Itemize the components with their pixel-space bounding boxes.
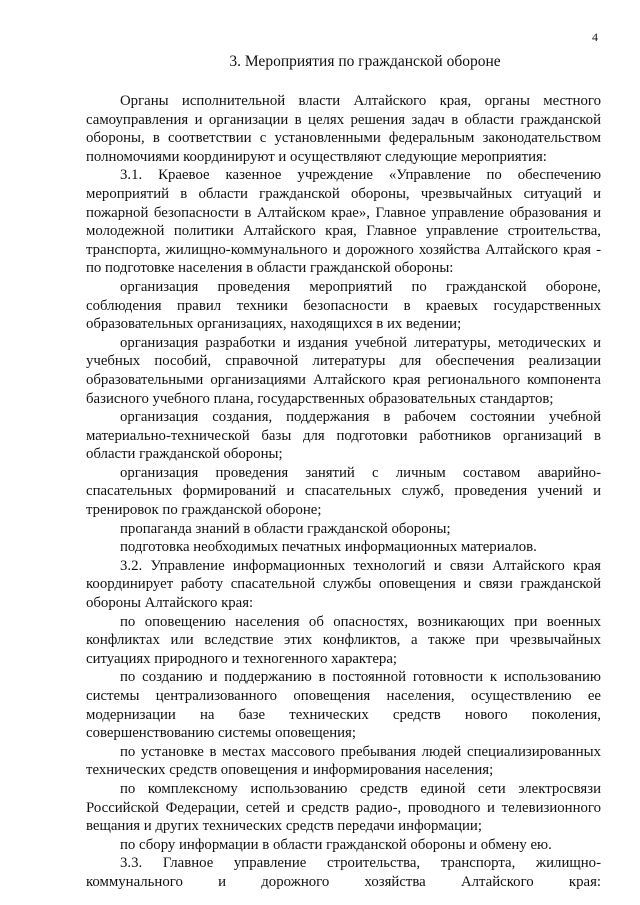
page-number: 4: [592, 30, 598, 44]
paragraph: организация проведения мероприятий по гражданской обороне, соблюдения правил техники безопасности в краевых государственных образовательных организациях, находящихся в их ведении;: [86, 278, 601, 333]
section-heading: 3. Мероприятия по гражданской обороне: [229, 53, 501, 70]
paragraph: по комплексному использованию средств единой сети электросвязи Российской Федерации, сетей и средств радио-, проводного и телевизионного вещания и других технических средств передачи информации;: [86, 780, 601, 835]
paragraph: 3.3. Главное управление строительства, транспорта, жилищно-коммунального и дорожного хозяйства Алтайского края:: [86, 855, 601, 890]
paragraph: организация разработки и издания учебной литературы, методических и учебных пособий, справочной литературы для обеспечения реализации образовательными организациями Алтайского края регионального компонента базисного учебного плана, государственных образовательных стандартов;: [86, 334, 601, 407]
paragraph: 3.2. Управление информационных технологий и связи Алтайского края координирует работу спасательной службы оповещения и связи гражданской обороны Алтайского края:: [86, 557, 601, 612]
paragraph: организация проведения занятий с личным составом аварийно-спасательных формирований и спасательных служб, проведения учений и тренировок по гражданской обороне;: [86, 464, 601, 519]
paragraph: подготовка необходимых печатных информационных материалов.: [120, 539, 537, 556]
paragraph: по созданию и поддержанию в постоянной готовности к использованию системы централизованного оповещения населения, осуществлению ее модернизации на базе технических средств нового поколения, совершенствованию системы оповещения;: [86, 669, 601, 742]
paragraph: пропаганда знаний в области гражданской обороны;: [120, 520, 451, 537]
paragraph: Органы исполнительной власти Алтайского края, органы местного самоуправления и организации в целях решения задач в области гражданской обороны, в соответствии с установленными федеральным законодательством полномочиями координируют и осуществляют следующие мероприятия:: [86, 93, 601, 165]
paragraph: по сбору информации в области гражданской обороны и обмену ею.: [120, 836, 552, 853]
paragraph: по установке в местах массового пребывания людей специализированных технических средств оповещения и информирования населения;: [86, 743, 601, 779]
paragraph: по оповещению населения об опасностях, возникающих при военных конфликтах или вследствие этих конфликтов, а также при чрезвычайных ситуациях природного и техногенного характера;: [86, 613, 601, 667]
paragraph: 3.1. Краевое казенное учреждение «Управление по обеспечению мероприятий в области гражданской обороны, чрезвычайных ситуаций и пожарной безопасности в Алтайском крае», Главное управление образования и молодежной политики Алтайского края, Главное управление строительства, транспорта, жилищно-коммунального и дорожного хозяйства Алтайского края - по подготовке населения в области гражданской обороны:: [86, 167, 601, 277]
paragraph: организация создания, поддержания в рабочем состоянии учебной материально-технической базы для подготовки работников организаций в области гражданской обороны;: [86, 409, 601, 463]
document-body: [86, 92, 601, 892]
